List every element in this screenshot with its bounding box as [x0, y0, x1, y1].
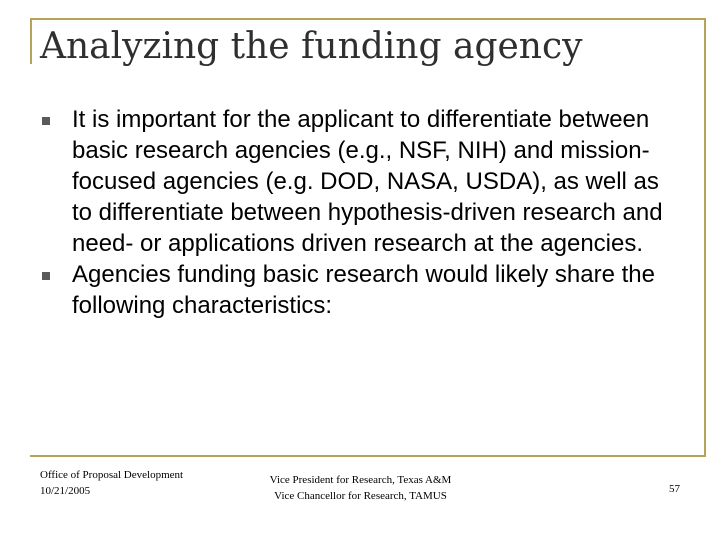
footer-date: 10/21/2005: [40, 485, 91, 497]
bullet-item: [42, 259, 682, 321]
footer-left: [40, 467, 183, 499]
square-bullet-icon: [42, 117, 50, 125]
footer-vc: Vice Chancellor for Research, TAMUS: [274, 490, 447, 502]
footer-center: [253, 472, 468, 504]
square-bullet-icon: [42, 272, 50, 280]
bullet-list: [42, 104, 682, 321]
frame-left-line: [30, 18, 32, 64]
bullet-text: Agencies funding basic research would likely share the following characteristics:: [72, 261, 655, 319]
frame-bottom-line: [30, 455, 706, 457]
frame-top-line: [30, 18, 706, 20]
slide-title: Analyzing the funding agency: [40, 26, 583, 67]
bullet-item: [42, 104, 682, 259]
bullet-text: It is important for the applicant to differentiate between basic research agencies (e.g., NSF, NIH) and mission-focused agencies (e.g. DOD, NASA, USDA), as well as to differentiate between hypothesis-driven research and need- or applications driven research at the agencies.: [72, 106, 663, 257]
page-number: 57: [669, 483, 680, 495]
footer-vp: Vice President for Research, Texas A&M: [269, 474, 452, 486]
frame-right-line: [704, 18, 706, 455]
footer-office: Office of Proposal Development: [40, 469, 184, 481]
